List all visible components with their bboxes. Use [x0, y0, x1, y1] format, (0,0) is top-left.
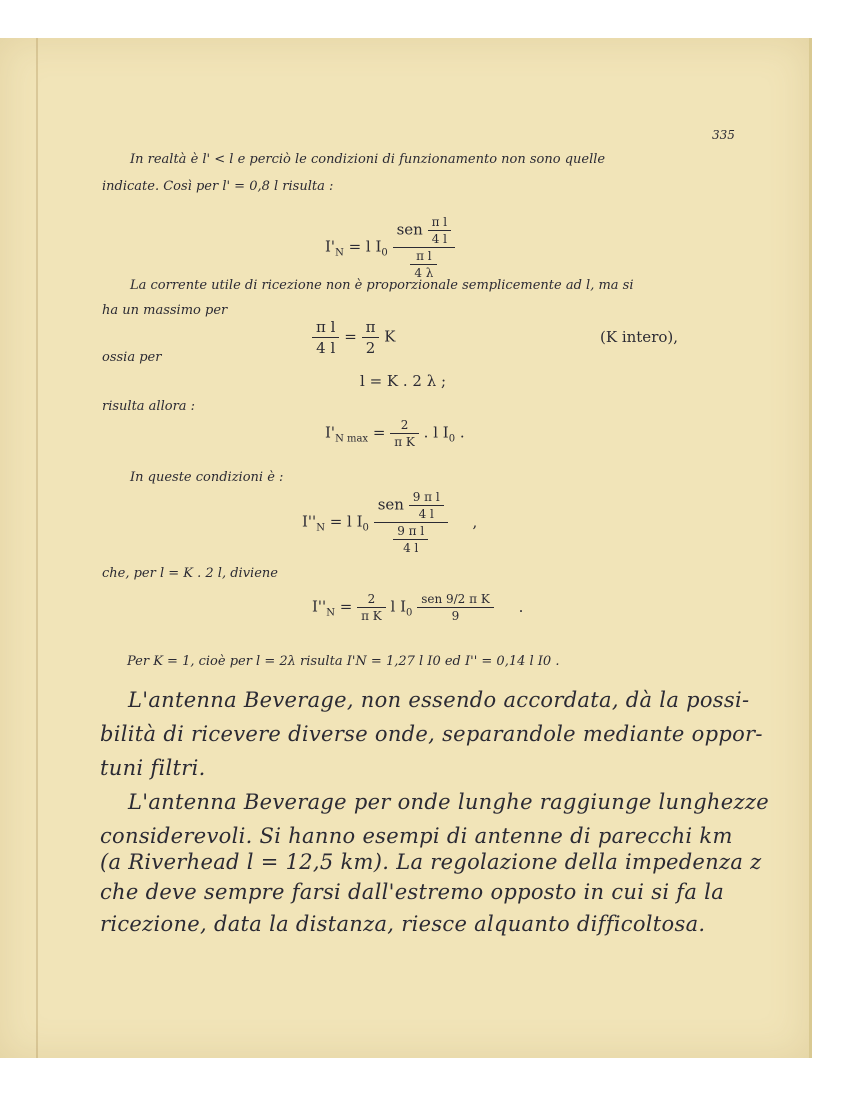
text-line: ha un massimo per: [102, 303, 228, 318]
page-fold: [36, 38, 38, 1058]
text-line: ossia per: [102, 350, 162, 365]
text-line: La corrente utile di ricezione non è proporzionale semplicemente ad l, ma si: [130, 278, 634, 293]
text-line: che, per l = K . 2 l, diviene: [102, 566, 278, 581]
formula-4: $I'_{N max}$ = $\frac{2}{\text{π K}}$ . l $I_0$ .: [325, 418, 465, 449]
text-line: In realtà è l' < l e perciò le condizioni di funzionamento non sono quelle: [130, 152, 606, 167]
text-line: bilità di ricevere diverse onde, separandole mediante oppor-: [100, 722, 763, 746]
formula-6: $I''_N$ = $\frac{2}{\text{π K}}$ l $I_0$ $\frac{\text{sen 9/2 π K}}{9}$ .: [312, 592, 524, 623]
formula-1: $I'_N = l$ $I_0$ sen $\frac{\text{π l}}{4 l}$ $\frac{\text{π l}}{4 \lambda}$: [325, 215, 455, 280]
text-line: tuni filtri.: [100, 756, 206, 780]
formula-3: l = K . 2 λ ;: [360, 372, 447, 390]
text-line: L'antenna Beverage, non essendo accordata, dà la possi-: [128, 688, 750, 712]
text-line: considerevoli. Si hanno esempi di antenne di parecchi km: [100, 824, 733, 848]
formula-2-note: (K intero),: [600, 328, 679, 346]
text-line: ricezione, data la distanza, riesce alquanto difficoltosa.: [100, 912, 706, 936]
page-number: 335: [712, 128, 735, 142]
page-edge: [809, 38, 812, 1058]
text-line: risulta allora :: [102, 399, 196, 414]
text-line: indicate. Così per l' = 0,8 l risulta :: [102, 179, 334, 194]
text-line: In queste condizioni è :: [130, 470, 284, 485]
formula-5: $I''_N = l$ $I_0$ sen $\frac{\text{9 π l}}{4 l}$ $\frac{\text{9 π l}}{4 l}$ ,: [302, 490, 478, 555]
text-line: L'antenna Beverage per onde lunghe raggiunge lunghezze: [128, 790, 769, 814]
text-line: (a Riverhead l = 12,5 km). La regolazione della impedenza z: [100, 850, 762, 874]
formula-2: $\frac{\text{π l}}{4 l}$ = $\frac{\pi}{2}$ K: [312, 318, 395, 357]
text-line: Per K = 1, cioè per l = 2λ risulta I'N = 1,27 l I0 ed I'' = 0,14 l I0 .: [127, 654, 560, 669]
text-line: che deve sempre farsi dall'estremo opposto in cui si fa la: [100, 880, 725, 904]
